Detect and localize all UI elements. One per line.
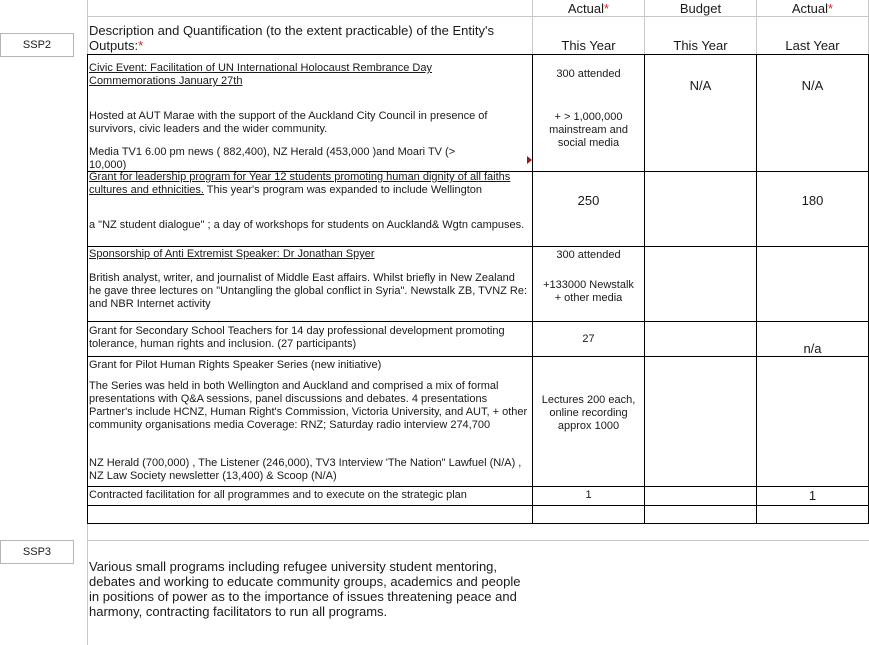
mid-grey-line: [87, 540, 869, 541]
table-bottom-border: [87, 523, 869, 524]
table-col-border-3: [756, 54, 757, 524]
col-subheader-this-year: This Year: [561, 38, 616, 53]
row-border-4: [87, 356, 869, 357]
row5-media: NZ Herald (700,000) , The Listener (246,000), TV3 Interview 'The Nation" Lawfuel (N/A) , NZ Law Society newsletter (13,400) & Scoop (N/A): [89, 457, 522, 482]
row5-title: Grant for Pilot Human Rights Speaker Series (new initiative): [89, 359, 382, 371]
top-grey-line: [87, 16, 869, 17]
description-header: Description and Quantification (to the extent practicable) of the Entity's Outputs:*: [89, 23, 494, 53]
col-subheader-this-year-budget: This Year: [673, 38, 728, 53]
row3-actual-attended: 300 attended: [556, 249, 621, 261]
overflow-marker-icon: [527, 156, 532, 164]
row-border-2: [87, 246, 869, 247]
row6-actual: 1: [585, 489, 592, 501]
row5-description: The Series was held in both Wellington and Auckland and comprised a mix of formal presentations with Q&A sessions, panel discussions and debates. 4 presentations Partner's include HCNZ, Human Right's Commission, Victoria University, and AUT, + other community organisations media Coverage: RNZ; Saturday radio interview 274,700: [89, 380, 528, 431]
col-header-actual-last: Actual*: [791, 1, 834, 16]
row1-title: Civic Event: Facilitation of UN International Holocaust Rembrance Day Commemorations January 27th: [89, 62, 432, 87]
row4-description: Grant for Secondary School Teachers for 14 day professional development promoting tolerance, human rights and inclusion. (27 participants): [89, 325, 505, 350]
row1-budget: N/A: [689, 78, 712, 93]
row1-description: Hosted at AUT Marae with the support of the Auckland City Council in presence of survivors, civic leaders and the wider community.: [89, 110, 488, 135]
row3-description: British analyst, writer, and journalist of Middle East affairs. Whilst briefly in New Zealand he gave three lectures on "Untangling the global conflict in Syria". Newstalk ZB, TVNZ Re: and NBR Internet activity: [89, 272, 528, 310]
left-grey-line-top: [87, 0, 88, 54]
row1-last-year: N/A: [801, 78, 824, 93]
row4-last-year: n/a: [803, 341, 822, 356]
section-label-ssp3: SSP3: [0, 540, 74, 564]
row2-description: a "NZ student dialogue" ; a day of workshops for students on Auckland& Wgtn campuses.: [89, 219, 525, 231]
row3-title: Sponsorship of Anti Extremist Speaker: Dr Jonathan Spyer: [89, 248, 375, 260]
row3-actual-media: +133000 Newstalk + other media: [543, 279, 634, 304]
row2-last-year: 180: [801, 193, 824, 208]
row4-actual: 27: [582, 333, 595, 345]
row-border-5: [87, 486, 869, 487]
row6-description: Contracted facilitation for all programmes and to execute on the strategic plan: [89, 489, 467, 501]
table-col-border-2: [644, 54, 645, 524]
row1-actual-attended: 300 attended: [556, 68, 621, 80]
left-grey-line-bottom: [87, 524, 88, 645]
row6-last-year: 1: [808, 488, 817, 503]
section-label-ssp2: SSP2: [0, 33, 74, 57]
row1-actual-media: + > 1,000,000 mainstream and social media: [549, 111, 628, 149]
row5-actual: Lectures 200 each, online recording approx 1000: [541, 394, 636, 432]
row1-media-text: Media TV1 6.00 pm news ( 882,400), NZ Herald (453,000 )and Moari TV (> 10,000): [89, 146, 456, 170]
col-header-budget: Budget: [679, 1, 722, 16]
ssp3-description: Various small programs including refugee university student mentoring, debates and working to educate community groups, academics and people in positions of power as to the importance of issues threatening peace and harmony, contracting facilitators to run all programs.: [89, 559, 521, 619]
col-header-actual: Actual*: [567, 1, 610, 16]
row-border-6: [87, 505, 869, 506]
table-left-border: [87, 54, 88, 524]
row1-media-clip: [88, 146, 530, 170]
table-top-border: [87, 54, 869, 55]
row-border-3: [87, 321, 869, 322]
row2-actual: 250: [577, 193, 600, 208]
row2-title: Grant for leadership program for Year 12 students promoting human dignity of all faiths cultures and ethnicities. This year's program was expanded to include Wellington: [89, 171, 511, 196]
col-subheader-last-year: Last Year: [785, 38, 840, 53]
